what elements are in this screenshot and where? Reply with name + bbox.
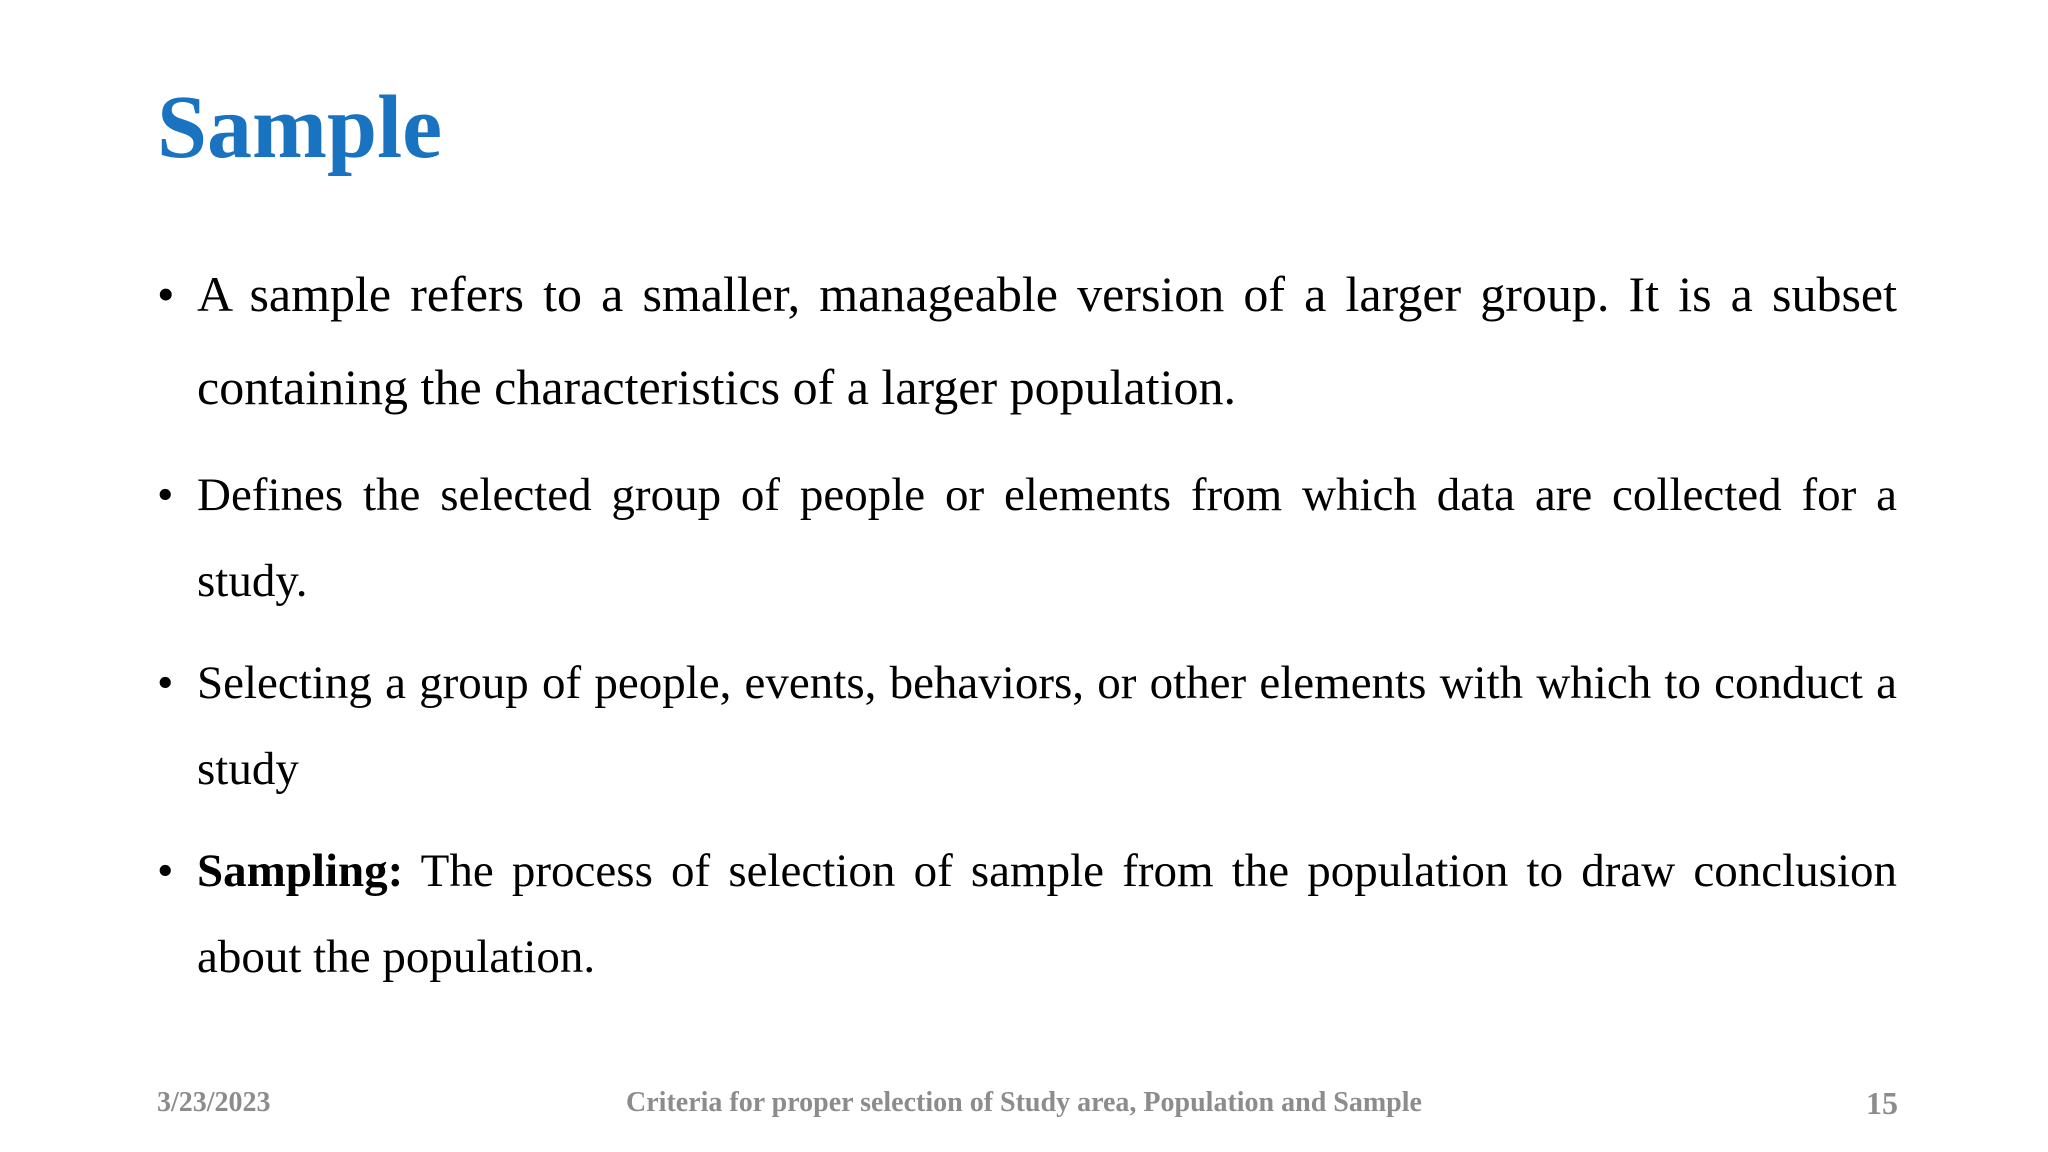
bullet-marker-icon: •: [157, 657, 174, 709]
bullet-text: A sample refers to a smaller, manageable version of a larger group. It is a subset containing the characteristics of a larger population.: [197, 266, 1897, 415]
bullet-marker-icon: •: [157, 845, 174, 897]
bullet-bold-lead: Sampling:: [197, 845, 404, 897]
bullet-text: Selecting a group of people, events, behaviors, or other elements with which to conduct a study: [197, 657, 1897, 795]
footer-date: 3/23/2023: [157, 1087, 271, 1118]
bullet-list: [157, 250, 1897, 1000]
bullet-marker-icon: •: [157, 266, 175, 322]
bullet-item-defines-group: [157, 452, 1897, 624]
bullet-item-sampling: [157, 828, 1897, 1000]
bullet-text: Defines the selected group of people or elements from which data are collected for a study.: [197, 469, 1897, 607]
footer-page-number: 15: [1866, 1085, 1898, 1121]
bullet-item-sample-definition: [157, 248, 1897, 434]
slide-title: Sample: [157, 78, 443, 177]
bullet-item-selecting-group: [157, 640, 1897, 812]
footer-title: Criteria for proper selection of Study area, Population and Sample: [626, 1087, 1422, 1118]
bullet-text: The process of selection of sample from the population to draw conclusion about the population.: [197, 845, 1897, 983]
bullet-marker-icon: •: [157, 469, 174, 521]
